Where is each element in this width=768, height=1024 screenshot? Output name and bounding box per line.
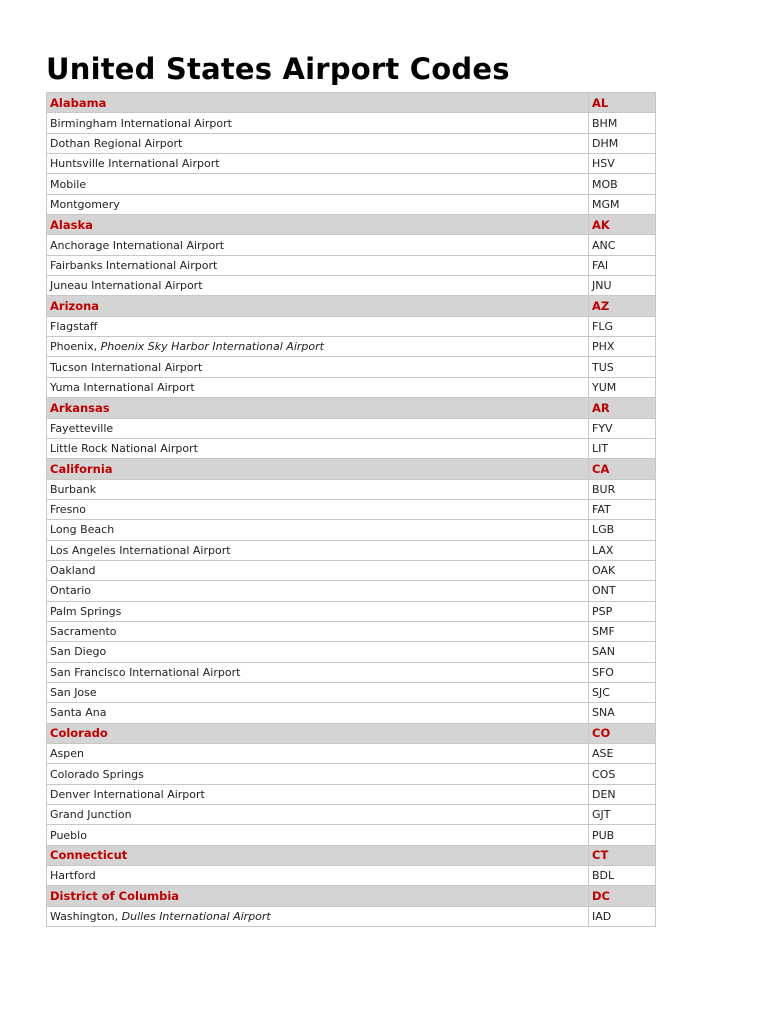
state-name: Connecticut xyxy=(50,848,128,863)
airport-name-cell xyxy=(47,682,589,702)
airport-name: Aspen xyxy=(50,747,84,761)
airport-name: Ontario xyxy=(50,584,91,598)
table-row xyxy=(47,235,656,255)
table-row xyxy=(47,255,656,275)
airport-code-cell: MGM xyxy=(589,194,656,214)
state-header-row xyxy=(47,93,656,113)
table-row xyxy=(47,133,656,153)
state-header-row xyxy=(47,845,656,865)
airport-name-cell xyxy=(47,438,589,458)
airport-name-cell xyxy=(47,662,589,682)
airport-name: Birmingham International Airport xyxy=(50,116,232,130)
state-header-row xyxy=(47,296,656,316)
airport-name: Little Rock National Airport xyxy=(50,442,198,456)
table-row xyxy=(47,642,656,662)
airport-name: San Jose xyxy=(50,686,97,700)
table-row xyxy=(47,784,656,804)
airport-code-cell: JNU xyxy=(589,276,656,296)
state-name-cell xyxy=(47,459,589,479)
airport-name: Dothan Regional Airport xyxy=(50,136,183,150)
airport-name-cell xyxy=(47,866,589,886)
table-row xyxy=(47,682,656,702)
table-row xyxy=(47,276,656,296)
airport-code-cell: FLG xyxy=(589,316,656,336)
airport-code-cell: FYV xyxy=(589,418,656,438)
airport-name: Montgomery xyxy=(50,197,120,211)
table-row xyxy=(47,357,656,377)
airport-code-cell: GJT xyxy=(589,805,656,825)
table-row xyxy=(47,194,656,214)
table-row xyxy=(47,377,656,397)
state-name: California xyxy=(50,461,113,476)
airport-code-cell: LIT xyxy=(589,438,656,458)
airport-name-cell xyxy=(47,479,589,499)
airport-code-cell: ASE xyxy=(589,744,656,764)
airport-name-cell xyxy=(47,255,589,275)
table-row xyxy=(47,906,656,926)
airport-code-cell: LAX xyxy=(589,540,656,560)
table-row xyxy=(47,601,656,621)
airport-name: Fayetteville xyxy=(50,421,114,435)
airport-name: Grand Junction xyxy=(50,808,132,822)
airport-name: Colorado Springs xyxy=(50,767,144,781)
airport-name: Santa Ana xyxy=(50,706,107,720)
state-name-cell xyxy=(47,215,589,235)
table-row xyxy=(47,316,656,336)
state-header-row xyxy=(47,723,656,743)
state-name-cell xyxy=(47,93,589,113)
airport-name-cell xyxy=(47,337,589,357)
state-name: Alabama xyxy=(50,95,107,110)
airport-code-cell: LGB xyxy=(589,520,656,540)
table-row xyxy=(47,662,656,682)
airport-code-cell: SNA xyxy=(589,703,656,723)
airport-code-cell: PUB xyxy=(589,825,656,845)
table-row xyxy=(47,154,656,174)
table-row xyxy=(47,174,656,194)
airport-code-cell: BHM xyxy=(589,113,656,133)
airport-name: Tucson International Airport xyxy=(50,360,203,374)
airport-name-cell xyxy=(47,805,589,825)
airport-name-cell xyxy=(47,784,589,804)
state-code-cell: CA xyxy=(589,459,656,479)
airport-name-cell xyxy=(47,601,589,621)
airport-name: Juneau International Airport xyxy=(50,279,203,293)
table-row xyxy=(47,418,656,438)
table-row xyxy=(47,764,656,784)
table-row xyxy=(47,438,656,458)
airport-code-cell: FAI xyxy=(589,255,656,275)
airport-name: Fresno xyxy=(50,503,87,517)
table-row xyxy=(47,825,656,845)
airport-name-cell xyxy=(47,133,589,153)
airport-name-cell xyxy=(47,316,589,336)
airport-name-cell xyxy=(47,642,589,662)
table-row xyxy=(47,479,656,499)
airport-name: Denver International Airport xyxy=(50,787,205,801)
airport-name: Pueblo xyxy=(50,828,87,842)
state-code-cell: AL xyxy=(589,93,656,113)
airport-name-italic: Phoenix Sky Harbor International Airport xyxy=(100,340,324,354)
airport-name-cell xyxy=(47,560,589,580)
state-code-cell: AK xyxy=(589,215,656,235)
airport-name-cell xyxy=(47,357,589,377)
airport-name: Hartford xyxy=(50,869,96,883)
airport-code-cell: YUM xyxy=(589,377,656,397)
airport-code-cell: OAK xyxy=(589,560,656,580)
airport-name-cell xyxy=(47,764,589,784)
airport-name: Palm Springs xyxy=(50,604,122,618)
state-name: Arizona xyxy=(50,299,100,314)
state-name-cell xyxy=(47,845,589,865)
table-row xyxy=(47,805,656,825)
airport-name: San Diego xyxy=(50,645,107,659)
airport-name-cell xyxy=(47,499,589,519)
airport-name-cell xyxy=(47,377,589,397)
airport-code-cell: HSV xyxy=(589,154,656,174)
airport-name-cell xyxy=(47,418,589,438)
table-row xyxy=(47,866,656,886)
airport-code-cell: DHM xyxy=(589,133,656,153)
state-code-cell: AZ xyxy=(589,296,656,316)
airport-name-cell xyxy=(47,154,589,174)
table-row xyxy=(47,113,656,133)
airport-name: Yuma International Airport xyxy=(50,380,195,394)
airport-name-italic: Dulles International Airport xyxy=(121,909,271,923)
airport-code-cell: ONT xyxy=(589,581,656,601)
airport-name-cell xyxy=(47,235,589,255)
state-header-row xyxy=(47,886,656,906)
table-row xyxy=(47,581,656,601)
airport-name-cell xyxy=(47,621,589,641)
table-row xyxy=(47,703,656,723)
table-row xyxy=(47,744,656,764)
table-row xyxy=(47,540,656,560)
state-name-cell xyxy=(47,398,589,418)
state-header-row xyxy=(47,398,656,418)
airport-name: Fairbanks International Airport xyxy=(50,258,218,272)
airport-name: Los Angeles International Airport xyxy=(50,543,231,557)
airport-name-cell xyxy=(47,540,589,560)
airport-codes-table-body xyxy=(47,93,656,927)
airport-code-cell: PHX xyxy=(589,337,656,357)
airport-name: Phoenix, xyxy=(50,340,101,354)
airport-name: Flagstaff xyxy=(50,319,98,333)
airport-code-cell: SMF xyxy=(589,621,656,641)
airport-name-cell xyxy=(47,581,589,601)
state-name: Colorado xyxy=(50,726,108,741)
airport-code-cell: ANC xyxy=(589,235,656,255)
airport-code-cell: COS xyxy=(589,764,656,784)
airport-name-cell xyxy=(47,520,589,540)
airport-name: Mobile xyxy=(50,177,87,191)
airport-name-cell xyxy=(47,825,589,845)
airport-name: Burbank xyxy=(50,482,97,496)
airport-code-cell: FAT xyxy=(589,499,656,519)
airport-code-cell: SAN xyxy=(589,642,656,662)
airport-name-cell xyxy=(47,194,589,214)
state-code-cell: CO xyxy=(589,723,656,743)
airport-code-cell: SFO xyxy=(589,662,656,682)
state-name: Arkansas xyxy=(50,400,110,415)
airport-code-cell: IAD xyxy=(589,906,656,926)
state-name: District of Columbia xyxy=(50,889,180,904)
airport-name: Washington, xyxy=(50,909,122,923)
state-name-cell xyxy=(47,723,589,743)
airport-code-cell: DEN xyxy=(589,784,656,804)
airport-code-cell: MOB xyxy=(589,174,656,194)
airport-name-cell xyxy=(47,276,589,296)
table-row xyxy=(47,337,656,357)
airport-code-cell: PSP xyxy=(589,601,656,621)
airport-code-cell: BDL xyxy=(589,866,656,886)
table-row xyxy=(47,499,656,519)
state-code-cell: AR xyxy=(589,398,656,418)
table-row xyxy=(47,520,656,540)
airport-name-cell xyxy=(47,744,589,764)
table-row xyxy=(47,621,656,641)
airport-name-cell xyxy=(47,906,589,926)
airport-name: Huntsville International Airport xyxy=(50,157,220,171)
state-header-row xyxy=(47,215,656,235)
airport-name: Oakland xyxy=(50,564,96,578)
table-row xyxy=(47,560,656,580)
state-name: Alaska xyxy=(50,217,93,232)
state-code-cell: DC xyxy=(589,886,656,906)
airport-name-cell xyxy=(47,703,589,723)
airport-name-cell xyxy=(47,174,589,194)
page-title: United States Airport Codes xyxy=(46,52,510,86)
airport-code-cell: TUS xyxy=(589,357,656,377)
state-header-row xyxy=(47,459,656,479)
airport-name-cell xyxy=(47,113,589,133)
state-name-cell xyxy=(47,296,589,316)
airport-code-cell: SJC xyxy=(589,682,656,702)
airport-codes-table xyxy=(46,92,656,927)
state-name-cell xyxy=(47,886,589,906)
airport-code-cell: BUR xyxy=(589,479,656,499)
airport-name: Sacramento xyxy=(50,625,117,639)
state-code-cell: CT xyxy=(589,845,656,865)
airport-name: San Francisco International Airport xyxy=(50,665,241,679)
airport-name: Long Beach xyxy=(50,523,115,537)
airport-name: Anchorage International Airport xyxy=(50,238,225,252)
